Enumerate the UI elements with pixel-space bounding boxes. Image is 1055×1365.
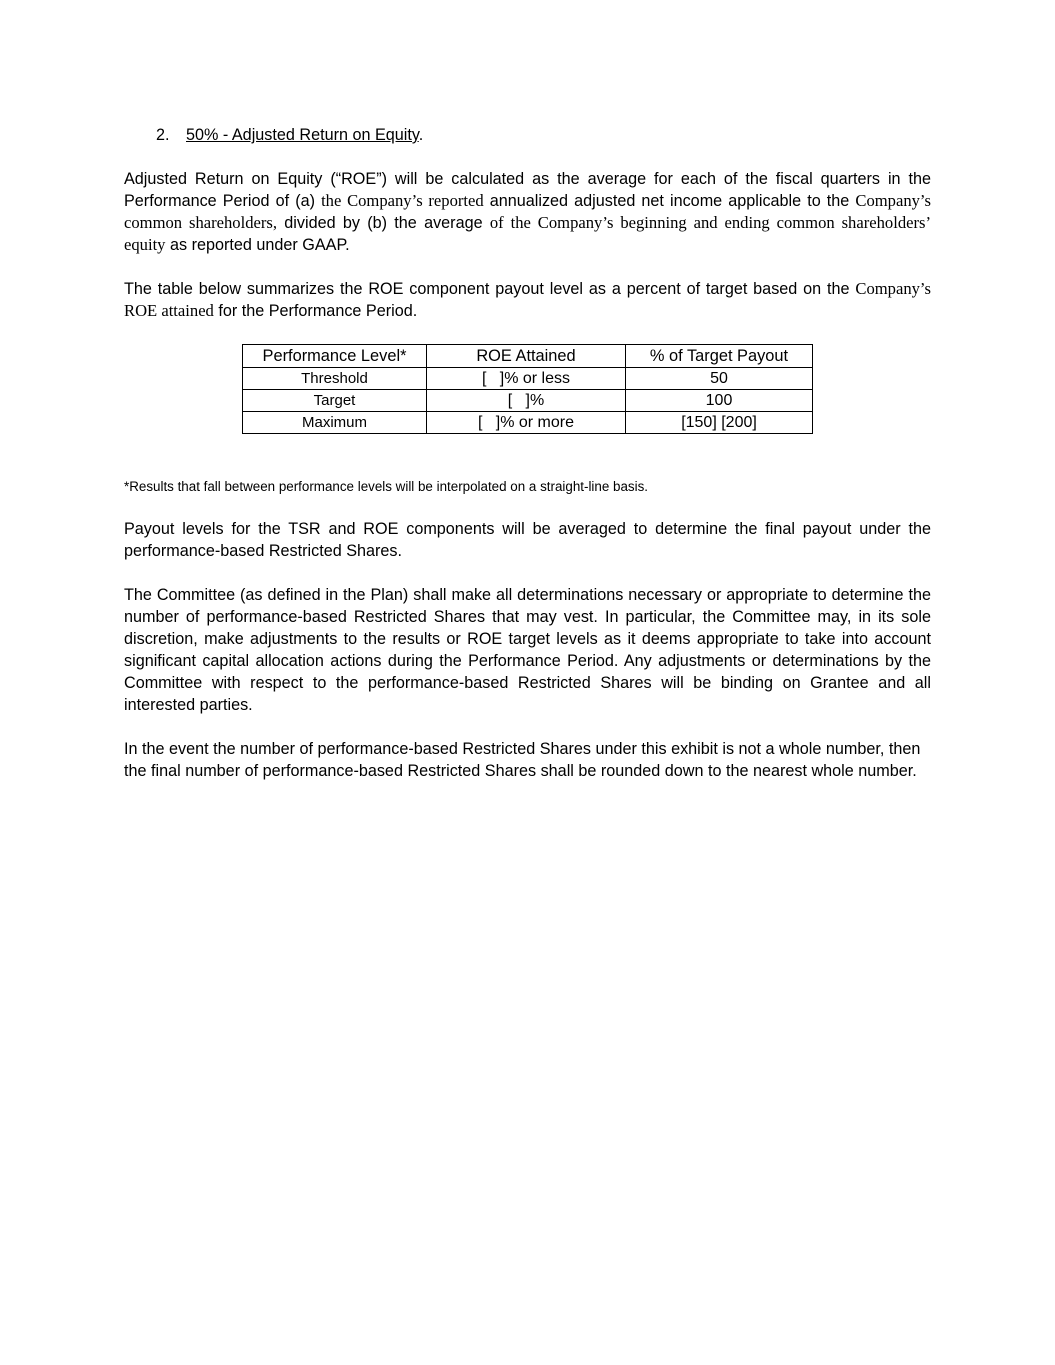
level-cell: Maximum (243, 412, 427, 434)
roe-cell: [ ]% (427, 390, 626, 412)
table-intro-paragraph (124, 278, 931, 322)
header-target-payout: % of Target Payout (626, 345, 813, 368)
section-number: 2. (156, 126, 170, 144)
table-row (243, 368, 813, 390)
payout-averaging-paragraph: Payout levels for the TSR and ROE components will be averaged to determine the final payout under the performance-based Restricted Shares. (124, 520, 931, 560)
roe-cell: [ ]% or more (427, 412, 626, 434)
roe-definition-text-2: the Company’s reported (321, 191, 484, 210)
roe-definition-text-7: as reported under GAAP. (165, 236, 350, 254)
table-row (243, 390, 813, 412)
roe-definition-text-1: Adjusted Return on Equity (“ROE”) will be calculated as the average for each of the fiscal quarters in the Performance Period of (a) (124, 170, 931, 210)
committee-paragraph: The Committee (as defined in the Plan) shall make all determinations necessary or appropriate to determine the number of performance-based Restricted Shares that may vest. In particular, the Committee may, in its sole discretion, make adjustments to the results or ROE target levels as it deems appropriate to take into account significant capital allocation actions during the Performance Period. Any adjustments or determinations by the Committee with respect to the performance-based Restricted Shares will be binding on Grantee and all interested parties. (124, 586, 931, 714)
rounding-paragraph: In the event the number of performance-based Restricted Shares under this exhibit is not a whole number, then the final number of performance-based Restricted Shares shall be rounded down to the nearest whole number. (124, 740, 921, 780)
header-roe-attained: ROE Attained (427, 345, 626, 368)
header-performance-level: Performance Level* (243, 345, 427, 368)
section-title: 50% - Adjusted Return on Equity (186, 126, 419, 144)
roe-definition-paragraph (124, 168, 931, 256)
table-intro-text-2: Company’s ROE attained (124, 279, 931, 320)
table-row (243, 412, 813, 434)
table-intro-text-1: The table below summarizes the ROE component payout level as a percent of target based on the (124, 280, 856, 298)
table-header-row (243, 345, 813, 368)
section-title-period: . (418, 126, 424, 144)
payout-cell: 100 (626, 390, 813, 412)
roe-payout-table (242, 344, 813, 434)
roe-definition-text-6: of the Company’s beginning and ending common shareholders’ equity (124, 213, 931, 254)
section-heading (156, 124, 931, 146)
level-cell: Threshold (243, 368, 427, 390)
document-page (124, 124, 931, 804)
level-cell: Target (243, 390, 427, 412)
roe-definition-text-4: Company’s common shareholders, (124, 191, 931, 232)
interpolation-footnote: *Results that fall between performance levels will be interpolated on a straight-line basis. (124, 479, 649, 494)
payout-cell: 50 (626, 368, 813, 390)
roe-definition-text-5: divided by (b) the average (277, 214, 490, 232)
payout-cell: [150] [200] (626, 412, 813, 434)
roe-cell: [ ]% or less (427, 368, 626, 390)
roe-definition-text-3: annualized adjusted net income applicable to the (483, 192, 856, 210)
table-intro-text-3: for the Performance Period. (213, 302, 418, 320)
